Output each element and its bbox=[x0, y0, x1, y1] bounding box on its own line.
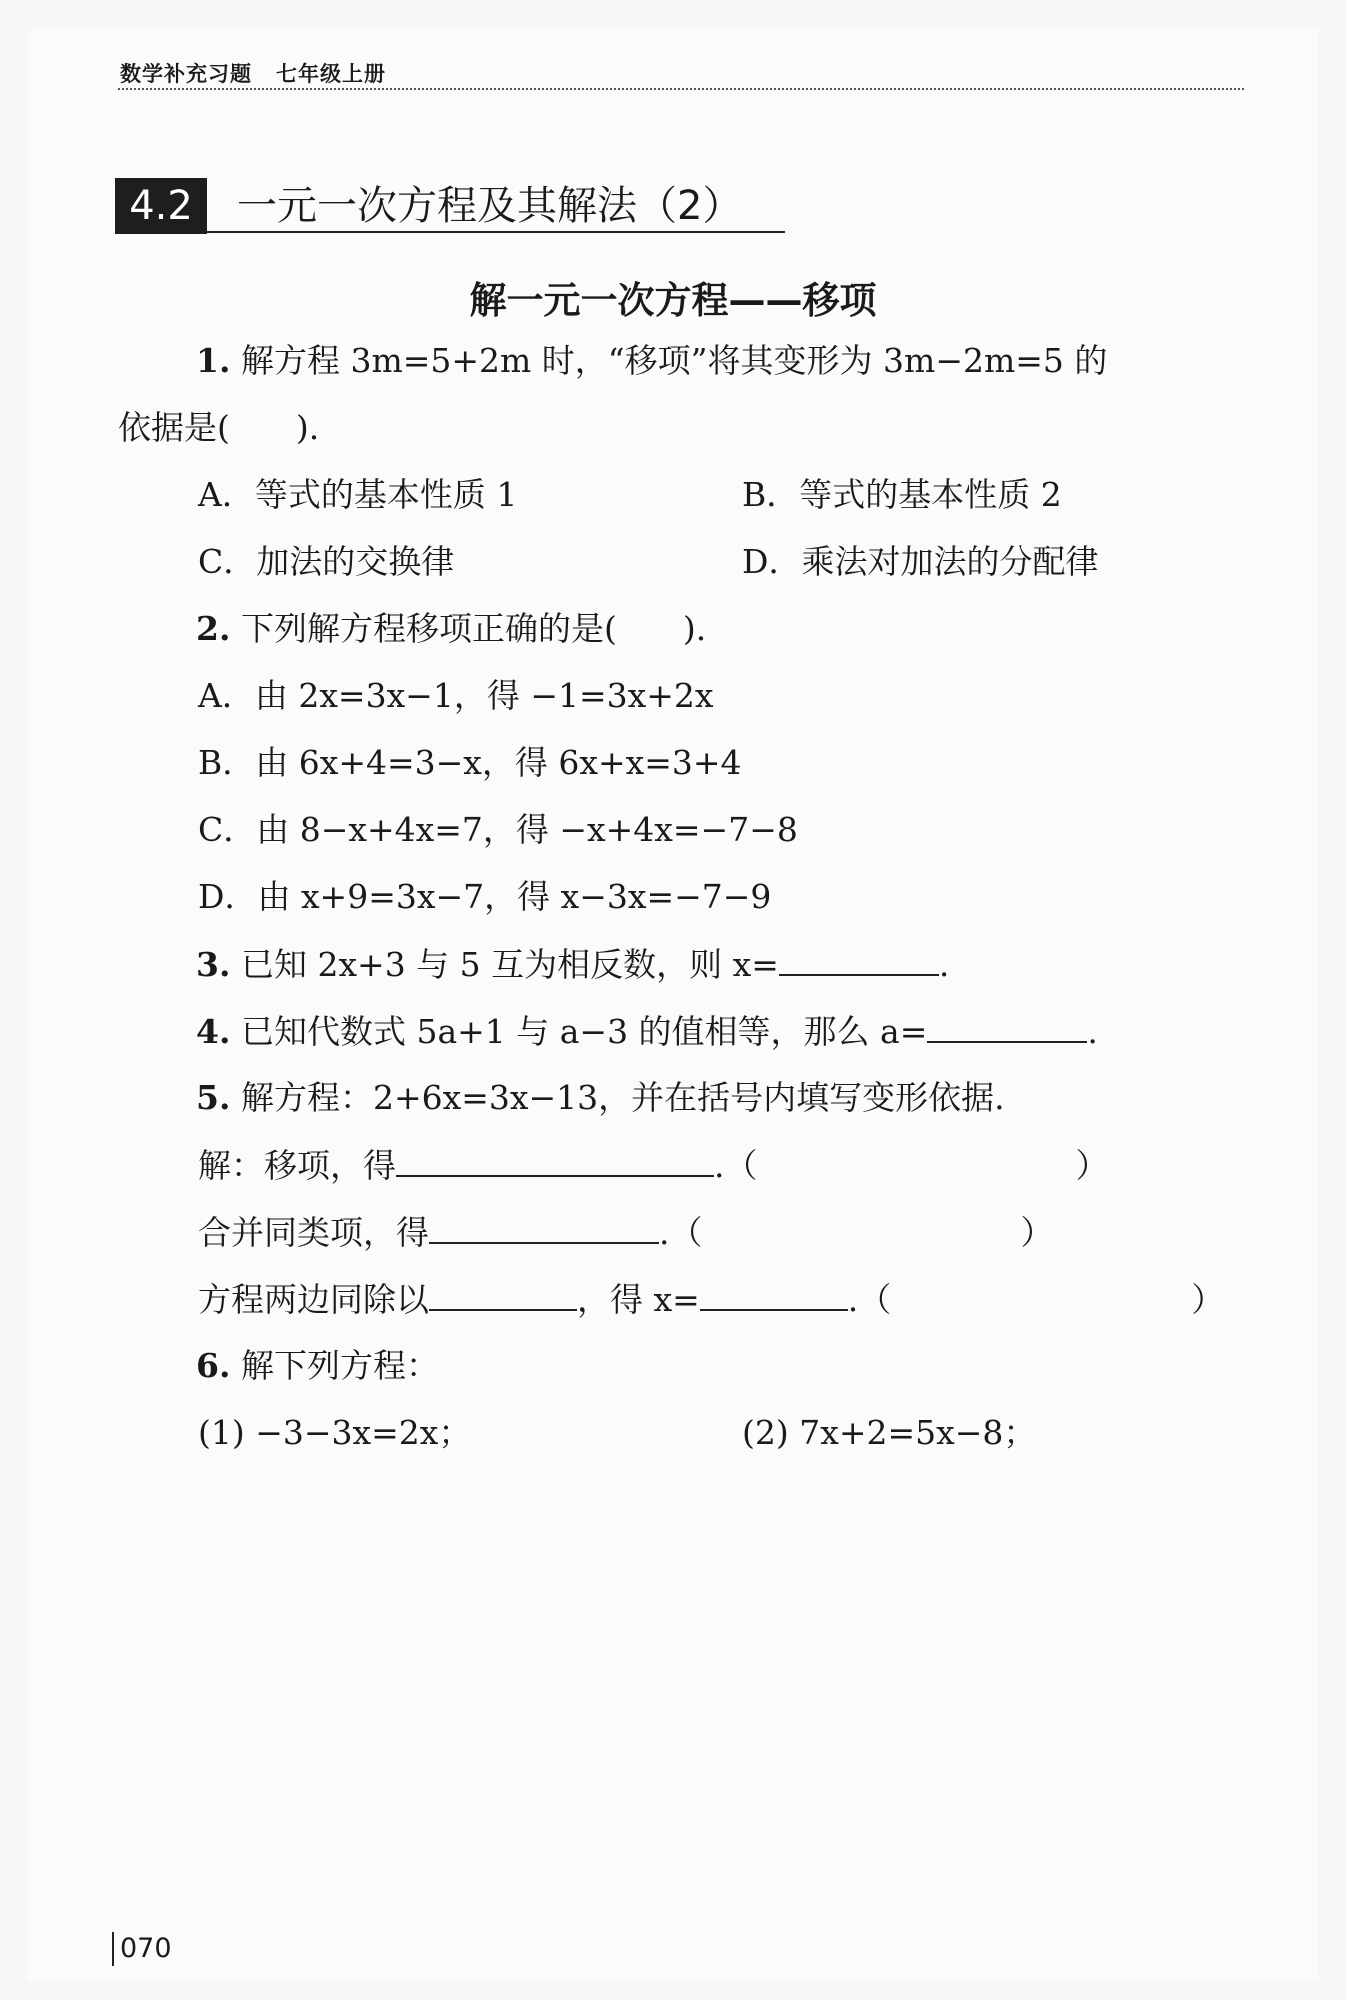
q5-x-value-blank[interactable] bbox=[700, 1277, 848, 1311]
q2-option-d: D．由 x+9=3x−7，得 x−3x=−7−9 bbox=[198, 877, 772, 916]
q5-step2-blank[interactable] bbox=[429, 1210, 659, 1244]
running-head bbox=[120, 58, 386, 88]
q5-stem-text: 解方程：2+6x=3x−13，并在括号内填写变形依据. bbox=[240, 1078, 1005, 1117]
q3-answer-blank[interactable] bbox=[779, 942, 939, 976]
book-title: 数学补充习题 bbox=[120, 62, 252, 86]
header-rule bbox=[118, 88, 1244, 90]
q6-part2: (2) 7x+2=5x−8； bbox=[742, 1413, 1037, 1452]
q5-step3-text-b: ，得 x= bbox=[577, 1280, 700, 1319]
q6-number: 6. bbox=[196, 1346, 231, 1385]
q2-option-a: A．由 2x=3x−1，得 −1=3x+2x bbox=[198, 676, 714, 715]
q2-number: 2. bbox=[196, 609, 231, 648]
q5-step1-text: 解：移项，得 bbox=[198, 1146, 396, 1185]
page-number: 070 bbox=[112, 1932, 172, 1966]
q5-step1 bbox=[198, 1143, 1109, 1188]
q1-option-c: C．加法的交换律 bbox=[198, 542, 455, 581]
q1-option-a: A．等式的基本性质 1 bbox=[198, 475, 518, 514]
section-title-rule bbox=[207, 231, 785, 233]
q3-end: . bbox=[938, 945, 950, 984]
q5-step2-dot-paren: .（ bbox=[659, 1213, 703, 1252]
q1-number: 1. bbox=[196, 341, 231, 380]
q3-number: 3. bbox=[196, 945, 231, 984]
q5-step1-close-paren: ） bbox=[1075, 1146, 1109, 1185]
q5-divisor-blank[interactable] bbox=[429, 1277, 577, 1311]
q5-step1-blank[interactable] bbox=[396, 1143, 714, 1177]
grade-label: 七年级上册 bbox=[276, 62, 386, 86]
section-number: 4.2 bbox=[115, 178, 207, 234]
section-title: 一元一次方程及其解法（2） bbox=[237, 183, 743, 229]
q2-option-b: B．由 6x+4=3−x，得 6x+x=3+4 bbox=[198, 743, 742, 782]
q5-step3-text-a: 方程两边同除以 bbox=[198, 1280, 429, 1319]
q4-number: 4. bbox=[196, 1012, 231, 1051]
q2-stem bbox=[196, 607, 706, 651]
q3 bbox=[196, 942, 949, 987]
lesson-subtitle: 解一元一次方程——移项 bbox=[469, 279, 877, 322]
q6-stem bbox=[196, 1344, 439, 1388]
q4-answer-blank[interactable] bbox=[927, 1009, 1087, 1043]
q4 bbox=[196, 1009, 1098, 1054]
q1-stem bbox=[196, 339, 1107, 383]
q1-stem-line2: 依据是( ). bbox=[118, 408, 320, 447]
q5-number: 5. bbox=[196, 1078, 231, 1117]
q6-part1: (1) −3−3x=2x； bbox=[198, 1413, 472, 1452]
q4-stem: 已知代数式 5a+1 与 a−3 的值相等，那么 a= bbox=[240, 1012, 928, 1051]
q2-stem-text: 下列解方程移项正确的是( ). bbox=[240, 609, 707, 648]
q5-step1-dot-paren: .（ bbox=[714, 1146, 758, 1185]
q1-stem-line1: 解方程 3m=5+2m 时，“移项”将其变形为 3m−2m=5 的 bbox=[240, 341, 1108, 380]
q5-step3-dot-paren: .（ bbox=[847, 1280, 892, 1319]
q5-stem bbox=[196, 1076, 1005, 1120]
q3-stem: 已知 2x+3 与 5 互为相反数，则 x= bbox=[240, 945, 779, 984]
q5-step3-close-paren: ） bbox=[1191, 1280, 1225, 1319]
q5-step2-close-paren: ） bbox=[1020, 1213, 1054, 1252]
q2-option-c: C．由 8−x+4x=7，得 −x+4x=−7−8 bbox=[198, 810, 798, 849]
q5-step3 bbox=[198, 1277, 1224, 1322]
q4-end: . bbox=[1087, 1012, 1098, 1051]
q5-step2 bbox=[198, 1210, 1054, 1255]
q1-option-d: D．乘法对加法的分配律 bbox=[742, 542, 1099, 581]
q5-step2-text: 合并同类项，得 bbox=[198, 1213, 429, 1252]
q1-option-b: B．等式的基本性质 2 bbox=[742, 475, 1062, 514]
q6-stem-text: 解下列方程： bbox=[240, 1346, 439, 1385]
